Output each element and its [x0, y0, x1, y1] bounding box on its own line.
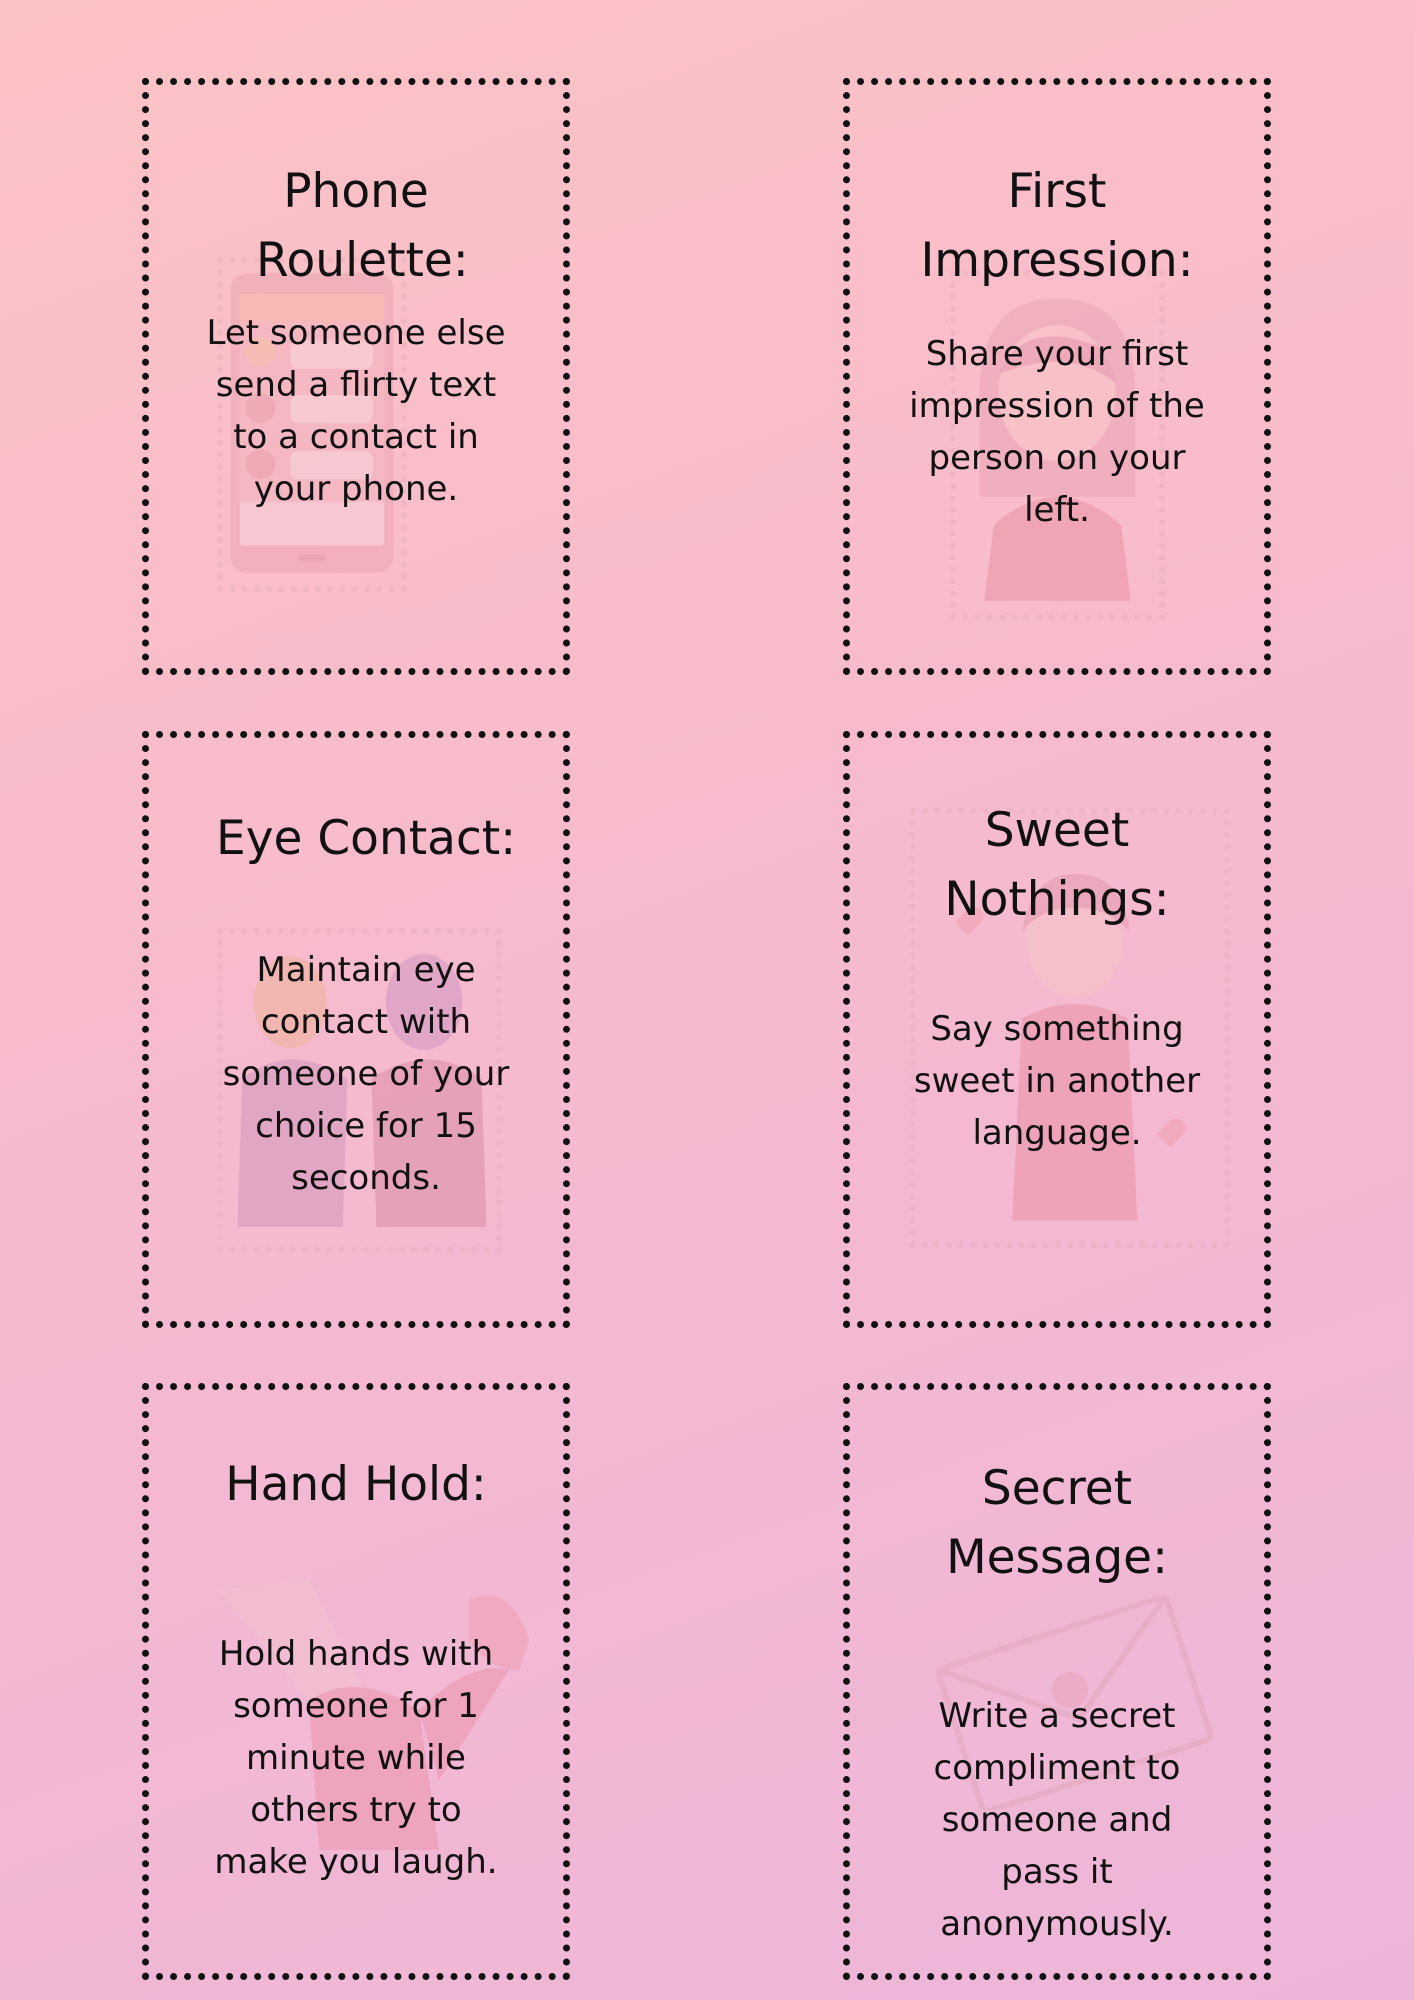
card-body: Say something sweet in another language.	[913, 1009, 1201, 1153]
card-phone-roulette	[142, 78, 570, 675]
card-hand-hold	[142, 1383, 570, 1980]
card-title: First Impression:	[920, 164, 1194, 288]
card-body: Write a secret compliment to someone and pass it anonymously.	[933, 1696, 1181, 1944]
card-title: Sweet Nothings:	[944, 803, 1170, 927]
card-body: Hold hands with someone for 1 minute while others try to make you laugh.	[214, 1634, 498, 1882]
card-body: Maintain eye contact with someone of your choice for 15 seconds.	[222, 950, 510, 1198]
card-eye-contact	[142, 731, 570, 1328]
card-body: Let someone else send a flirty text to a contact in your phone.	[206, 313, 506, 509]
card-title: Secret Message:	[946, 1461, 1168, 1585]
card-sweet-nothings	[843, 731, 1271, 1328]
card-secret-message	[843, 1383, 1271, 1980]
card-title: Eye Contact:	[216, 811, 517, 866]
card-title: Phone Roulette:	[256, 164, 469, 288]
card-body: Share your first impression of the person on your left.	[909, 334, 1205, 530]
card-title: Hand Hold:	[225, 1457, 487, 1512]
card-first-impression	[843, 78, 1271, 675]
